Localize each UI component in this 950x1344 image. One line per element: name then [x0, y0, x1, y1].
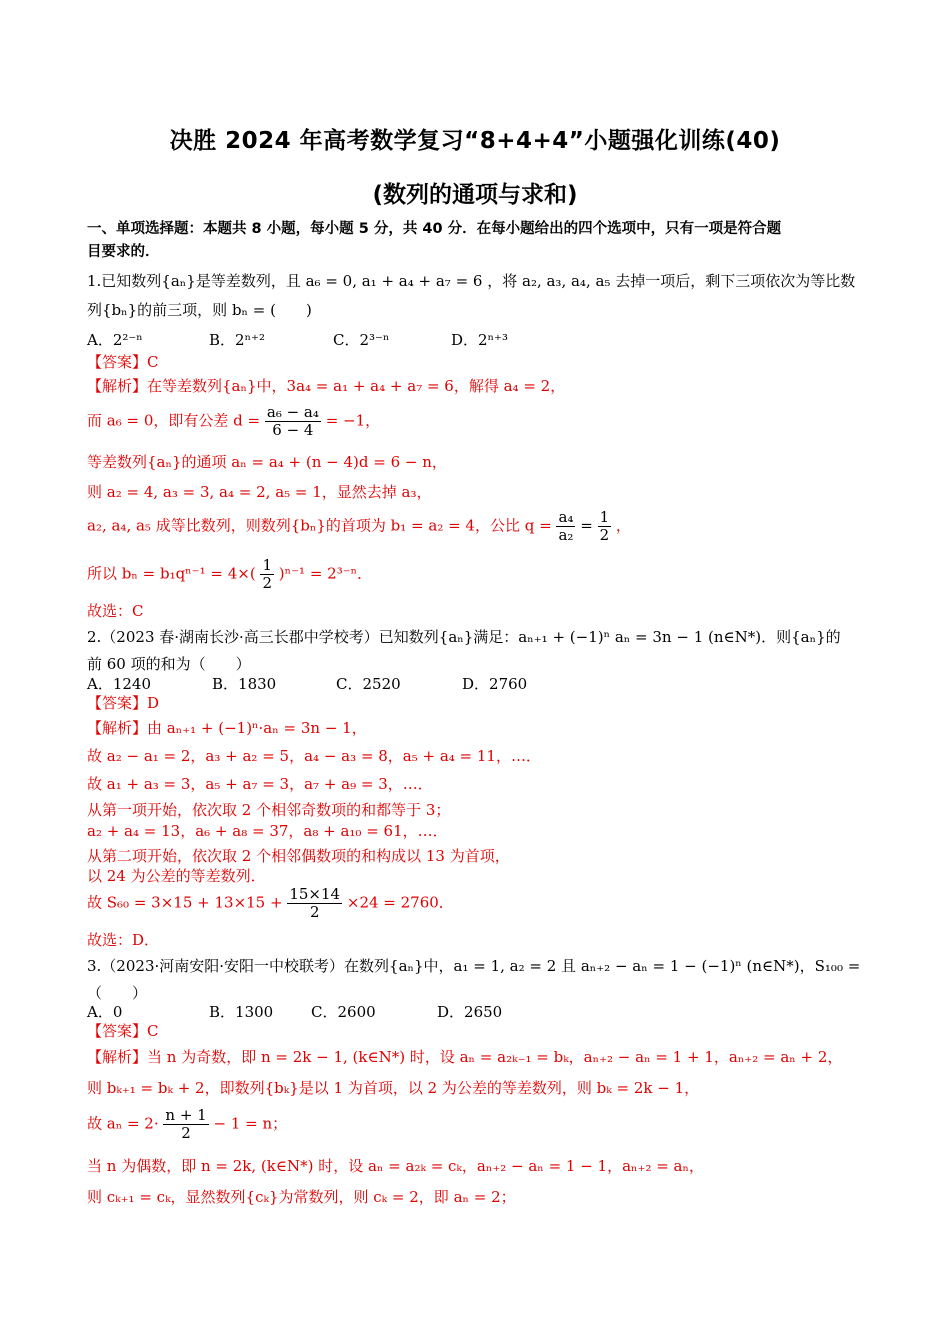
q3-an-fraction: $\frac{n + 1}{2}$ — [165, 1106, 207, 1142]
q1-solution-3: 等差数列{aₙ}的通项 aₙ = a₄ + (n − 4)d = 6 − n， — [87, 453, 447, 471]
q2-answer: 【答案】D — [87, 694, 160, 712]
q3-solution-4: 当 n 为偶数，即 n = 2k, (k∈N*) 时，设 aₙ = a₂ₖ = cₖ，aₙ₊₂ − aₙ = 1 − 1，aₙ₊₂ = aₙ， — [87, 1157, 704, 1175]
q1-d-fraction: $\frac{\text{a₆ − a₄}}{6 - 4}$ — [266, 403, 319, 439]
q2-option-d: D．2760 — [462, 675, 528, 693]
q3-options — [87, 1002, 502, 1022]
q2-solution-8: 故 S₆₀ = 3×15 + 13×15 + $\frac{15\times 14}{2}$ ×24 = 2760． — [87, 885, 454, 921]
q3-answer: 【答案】C — [87, 1022, 159, 1040]
section-heading: 一、单项选择题：本题共 8 小题，每小题 5 分，共 40 分．在每小题给出的四个选项中，只有一项是符合题 — [87, 221, 782, 237]
q2-solution-1: 【解析】由 aₙ₊₁ + (−1)ⁿ·aₙ = 3n − 1， — [87, 719, 367, 737]
q1-options — [87, 330, 508, 350]
q1-half-fraction: $\frac{1}{2}$ — [599, 508, 610, 544]
q2-solution-4: 从第一项开始，依次取 2 个相邻奇数项的和都等于 3； — [87, 801, 451, 819]
q1-solution-5: a₂, a₄, a₅ 成等比数列，则数列{bₙ}的首项为 b₁ = a₂ = 4，公比 q = $\frac{\text{a₄}}{\text{a₂}}$ = $\frac{1}{2}$ ， — [87, 508, 631, 544]
q3-solution-3: 故 aₙ = 2· $\frac{n + 1}{2}$ − 1 = n； — [87, 1106, 288, 1142]
page-subtitle: (数列的通项与求和) — [372, 182, 578, 208]
q2-solution-2: 故 a₂ − a₁ = 2，a₃ + a₂ = 5，a₄ − a₃ = 8，a₅ + a₄ = 11，…． — [87, 747, 541, 765]
q3-option-b: B．1300 — [209, 1003, 274, 1021]
q1-stem: 1.已知数列{aₙ}是等差数列，且 a₆ = 0, a₁ + a₄ + a₇ = 6 ，将 a₂, a₃, a₄, a₅ 去掉一项后，剩下三项依次为等比数 — [87, 272, 856, 290]
q2-stem: 2.（2023 春·湖南长沙·高三长郡中学校考）已知数列{aₙ}满足：aₙ₊₁ + (−1)ⁿ aₙ = 3n − 1 (n∈N*)．则{aₙ}的 — [87, 628, 841, 646]
q1-answer: 【答案】C — [87, 353, 159, 371]
q2-option-b: B．1830 — [212, 675, 277, 693]
q3-option-d: D．2650 — [437, 1003, 503, 1021]
q1-choice: 故选：C — [87, 602, 144, 620]
q2-option-a: A．1240 — [87, 675, 152, 693]
q1-q-fraction: $\frac{\text{a₄}}{\text{a₂}}$ — [558, 508, 574, 544]
q3-option-a: A．0 — [87, 1003, 123, 1021]
q1-option-a: A．2²⁻ⁿ — [87, 331, 143, 349]
q3-option-c: C．2600 — [311, 1003, 376, 1021]
section-heading-cont: 目要求的． — [87, 244, 160, 260]
q3-solution-2: 则 bₖ₊₁ = bₖ + 2，即数列{bₖ}是以 1 为首项，以 2 为公差的等差数列，则 bₖ = 2k − 1， — [87, 1079, 700, 1097]
q2-solution-7: 以 24 为公差的等差数列． — [87, 867, 266, 885]
q1-solution-2: 而 a₆ = 0，即有公差 d = $\frac{\text{a₆ − a₄}}{6 - 4}$ = −1， — [87, 403, 381, 439]
q1-option-c: C．2³⁻ⁿ — [333, 331, 390, 349]
q3-solution-5: 则 cₖ₊₁ = cₖ，显然数列{cₖ}为常数列，则 cₖ = 2，即 aₙ = 2； — [87, 1188, 516, 1206]
q2-option-c: C．2520 — [336, 675, 401, 693]
q1-solution-6: 所以 bₙ = b₁qⁿ⁻¹ = 4×( $\frac{1}{2}$ )ⁿ⁻¹ = 2³⁻ⁿ． — [87, 556, 373, 592]
q2-solution-3: 故 a₁ + a₃ = 3，a₅ + a₇ = 3，a₇ + a₉ = 3，…． — [87, 775, 433, 793]
q2-choice: 故选：D． — [87, 931, 160, 949]
q3-stem: 3.（2023·河南安阳·安阳一中校联考）在数列{aₙ}中，a₁ = 1, a₂ = 2 且 aₙ₊₂ − aₙ = 1 − (−1)ⁿ (n∈N*)，S₁₀₀ = — [87, 957, 861, 975]
q1-solution-1: 【解析】在等差数列{aₙ}中，3a₄ = a₁ + a₄ + a₇ = 6，解得 a₄ = 2， — [87, 377, 566, 395]
q2-sum-fraction: $\frac{15\times 14}{2}$ — [289, 885, 341, 921]
q2-options — [87, 674, 527, 694]
q1-option-d: D．2ⁿ⁺³ — [451, 331, 508, 349]
q2-solution-6: 从第二项开始，依次取 2 个相邻偶数项的和构成以 13 为首项， — [87, 847, 510, 865]
q2-stem-cont: 前 60 项的和为（ ） — [87, 655, 251, 673]
q1-option-b: B．2ⁿ⁺² — [209, 331, 265, 349]
q3-solution-1: 【解析】当 n 为奇数，即 n = 2k − 1, (k∈N*) 时，设 aₙ = a₂ₖ₋₁ = bₖ，aₙ₊₂ − aₙ = 1 + 1，aₙ₊₂ = aₙ + 2， — [87, 1048, 843, 1066]
page-title: 决胜 2024 年高考数学复习“8+4+4”小题强化训练(40) — [169, 128, 781, 154]
q2-solution-5: a₂ + a₄ = 13，a₆ + a₈ = 37，a₈ + a₁₀ = 61，…． — [87, 822, 448, 840]
q3-stem-cont: （ ） — [87, 984, 148, 1002]
q1-stem-cont: 列{bₙ}的前三项，则 bₙ = ( ) — [87, 301, 312, 319]
q1-solution-4: 则 a₂ = 4, a₃ = 3, a₄ = 2, a₅ = 1，显然去掉 a₃， — [87, 483, 432, 501]
q1-ratio-fraction: $\frac{1}{2}$ — [262, 556, 272, 592]
